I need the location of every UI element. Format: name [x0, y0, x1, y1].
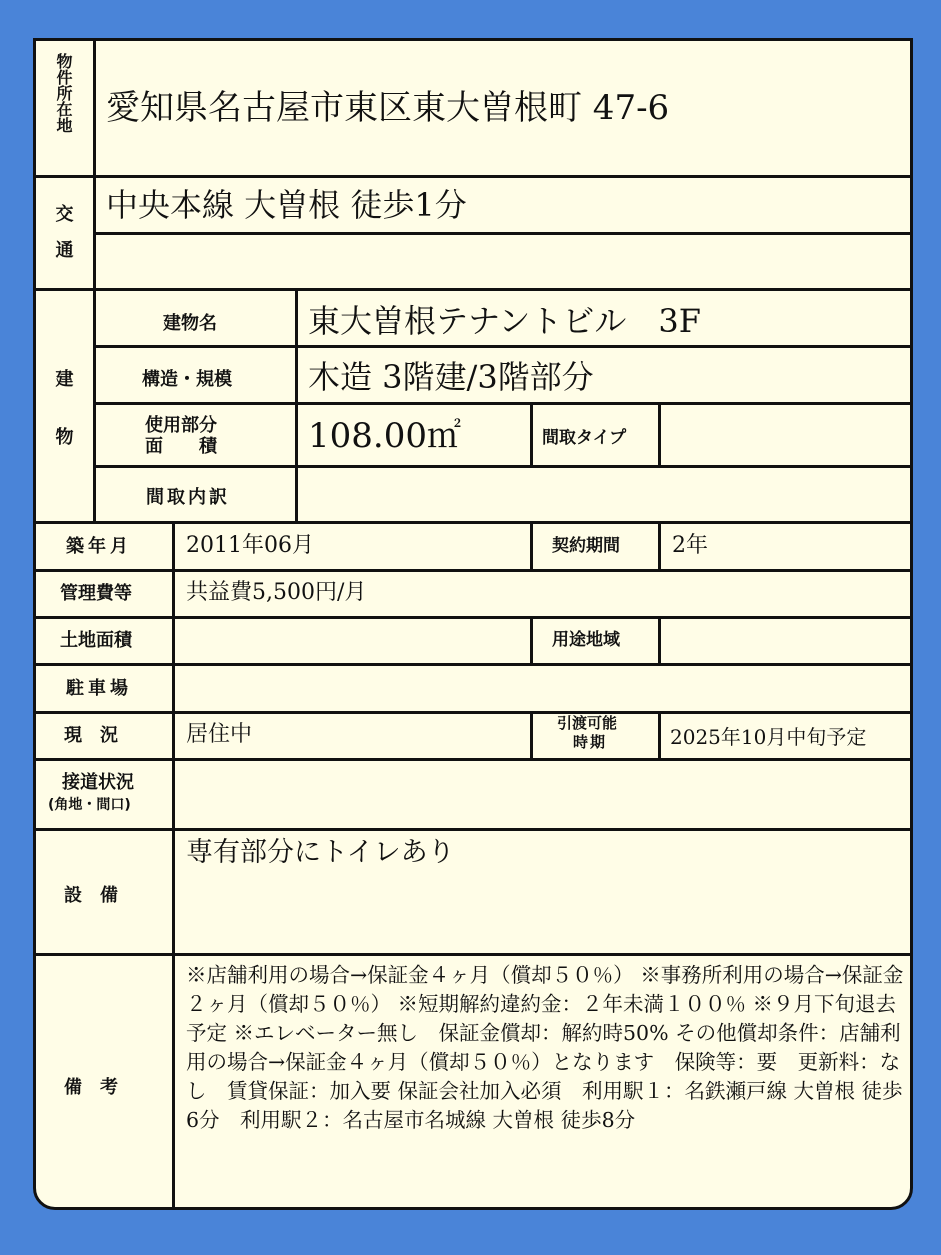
- mgmt-value: 共益費5,500円/月: [186, 580, 367, 605]
- layout-type-label: 間取タイプ: [542, 428, 627, 448]
- built-value: 2011年06月: [186, 533, 314, 558]
- traffic-line-1: 中央本線 大曽根 徒歩1分: [106, 186, 467, 224]
- traffic-label: 交 通: [55, 204, 74, 261]
- location-value: 愛知県名古屋市東区東大曽根町 47-6: [106, 88, 670, 128]
- area-label-top: 使用部分: [145, 415, 217, 436]
- equipment-value: 専有部分にトイレあり: [186, 837, 455, 868]
- road-label-bottom: (角地・間口): [48, 797, 131, 813]
- structure-label: 構造・規模: [142, 369, 232, 390]
- built-label: 築年月: [66, 536, 132, 557]
- layout-detail-label: 間取内訳: [146, 487, 230, 508]
- mgmt-label: 管理費等: [60, 583, 132, 604]
- handover-label-bottom: 時期: [573, 733, 608, 751]
- remarks-label: 備 考: [64, 1077, 118, 1098]
- building-name-label: 建物名: [163, 313, 217, 334]
- location-label: 物 件 所 在 地: [56, 52, 73, 135]
- structure-value: 木造 3階建/3階部分: [308, 358, 594, 396]
- handover-value: 2025年10月中旬予定: [670, 725, 867, 749]
- remarks-value: ※店舗利用の場合→保証金４ヶ月（償却５０％） ※事務所利用の場合→保証金２ヶ月（償却５０％） ※短期解約違約金：２年未満１００％ ※９月下旬退去予定 ※エレベーター無し 保証金償却：解約時50% その他償却条件：店舗利用の場合→保証金４ヶ月（償却５０％）となります 保険等：要 更新料：なし 賃貸保証：加入要 保証会社加入必須 利用駅１：名鉄瀬戸線 大曽根 徒歩6分 利用駅２：名古屋市名城線 大曽根 徒歩8分: [186, 963, 904, 1132]
- status-label: 現 況: [64, 725, 118, 746]
- handover-label-top: 引渡可能: [557, 714, 618, 732]
- contract-value: 2年: [672, 533, 708, 558]
- status-value: 居住中: [186, 722, 253, 747]
- contract-label: 契約期間: [552, 536, 620, 556]
- building-label: 建 物: [55, 369, 74, 448]
- road-label-top: 接道状況: [62, 772, 134, 793]
- area-value: 108.00㎡: [308, 416, 461, 456]
- property-sheet: [33, 38, 913, 1210]
- zoning-label: 用途地域: [552, 630, 620, 650]
- building-name-value: 東大曽根テナントビル 3F: [308, 302, 701, 340]
- parking-label: 駐車場: [66, 678, 132, 699]
- equipment-label: 設 備: [64, 885, 118, 906]
- area-label-bottom: 面 積: [145, 436, 217, 457]
- land-label: 土地面積: [60, 630, 132, 651]
